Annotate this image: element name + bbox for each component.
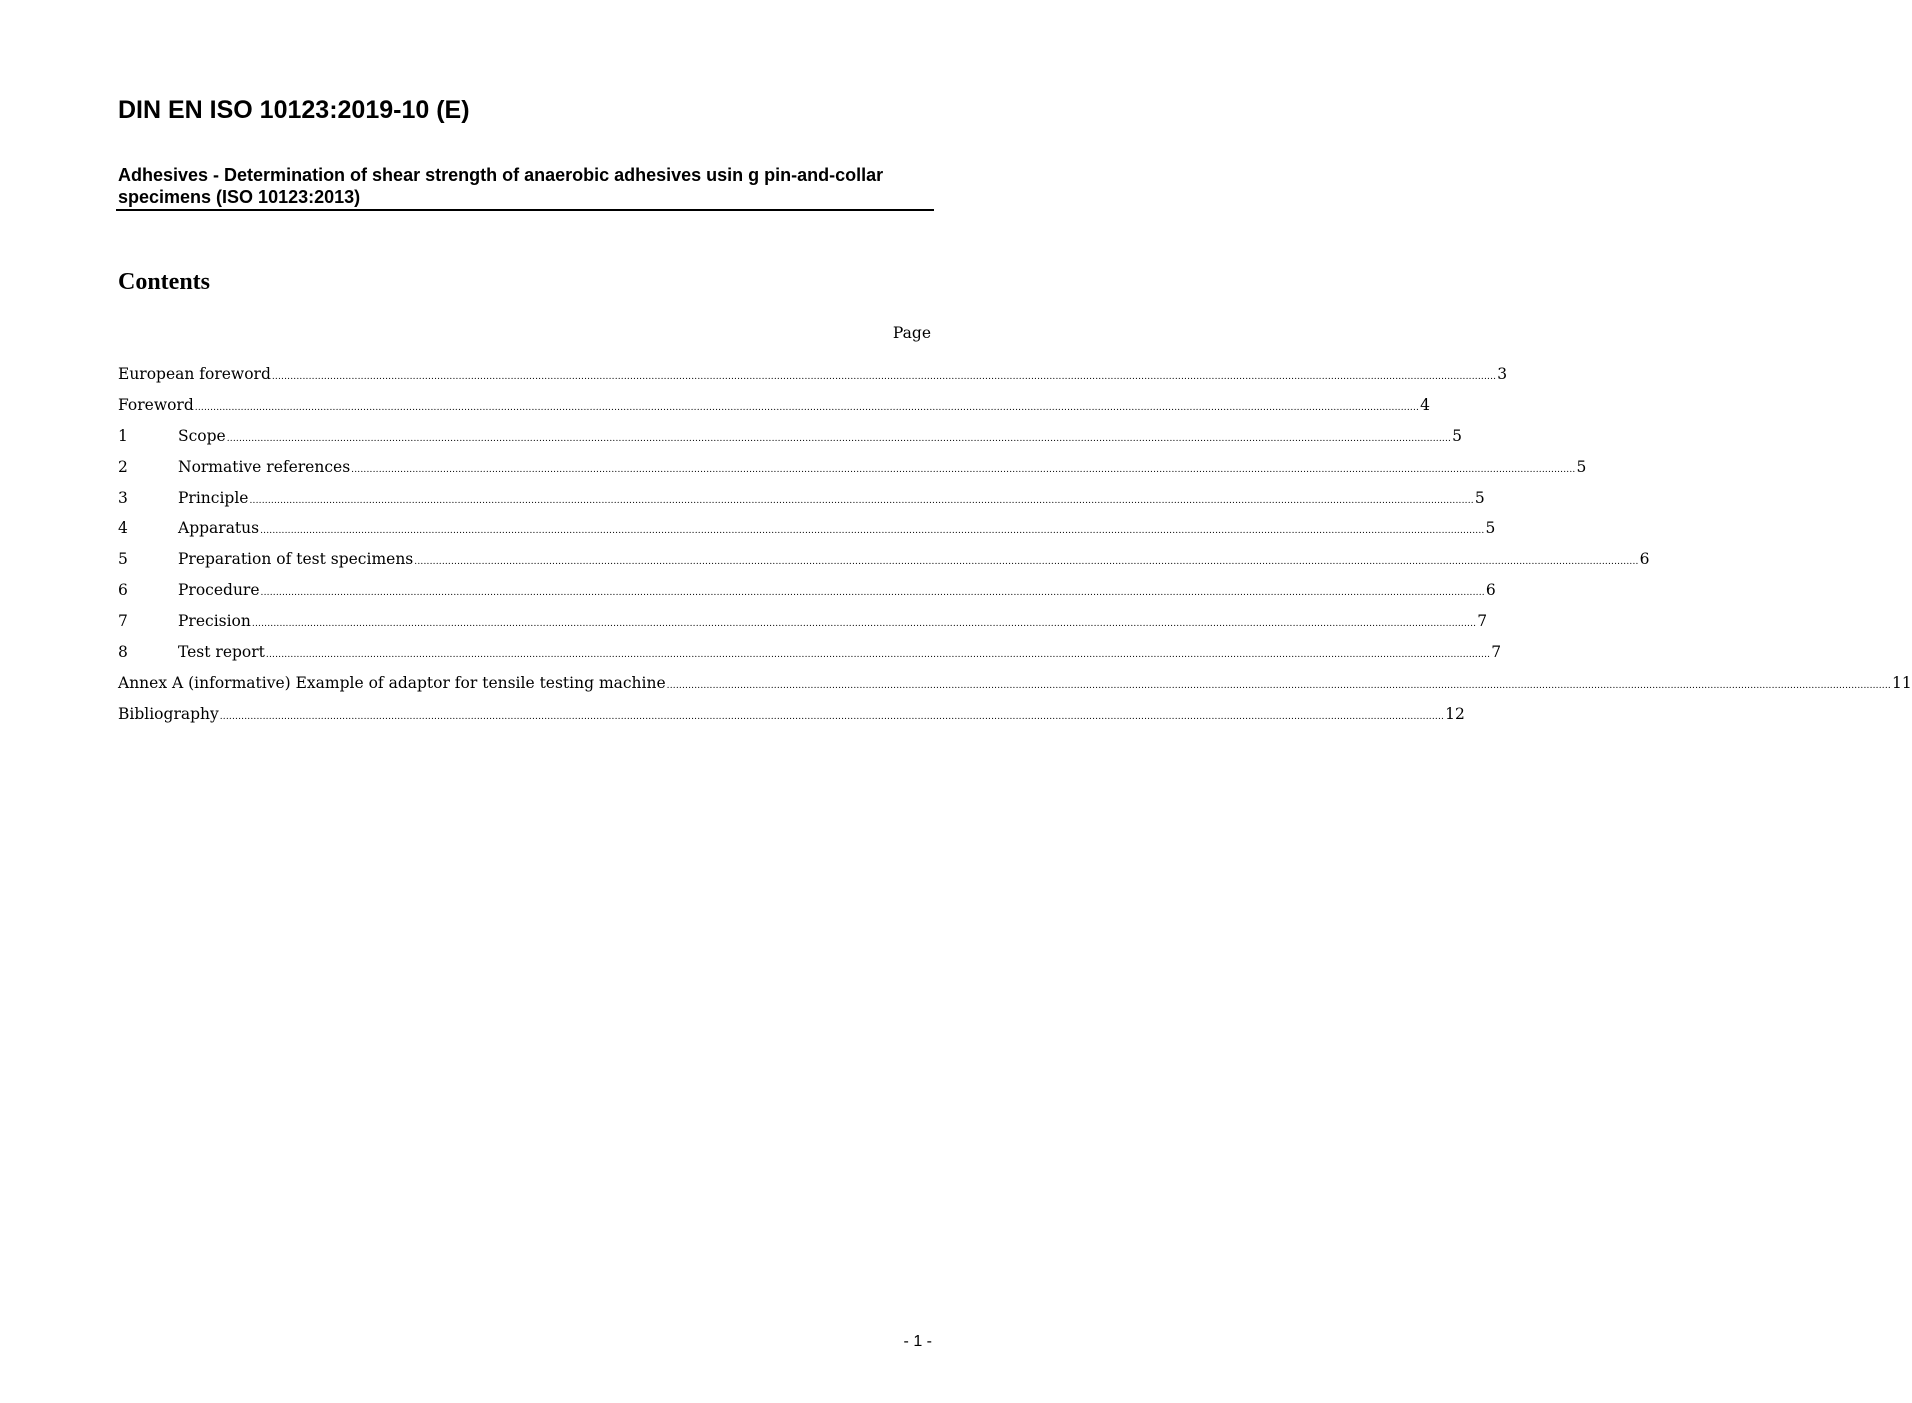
toc-entry-title: European foreword (118, 365, 271, 383)
toc-entry-title: Preparation of test specimens (178, 550, 414, 569)
toc-entry-page: 5 (1485, 519, 1496, 538)
toc-dot-leader: ................................................................................................................................................................................................................................................................................................................................................................................................................ (271, 372, 1497, 382)
toc-entry-number: 5 (118, 550, 128, 569)
toc-entry-page: 4 (1420, 395, 1430, 414)
toc-dot-leader: ................................................................................................................................................................................................................................................................................................................................................................................................................ (249, 495, 1474, 506)
toc-entry-title: Bibliography (118, 704, 219, 723)
toc-entry-page: 6 (1639, 550, 1650, 569)
toc-entry-number: 4 (118, 519, 128, 538)
page-column-label: Page (892, 324, 931, 342)
toc-entry[interactable] (118, 517, 1496, 548)
toc-entry-title: Scope (178, 426, 226, 445)
document-title: DIN EN ISO 10123:2019-10 (E) (118, 96, 470, 124)
toc-dot-leader: ................................................................................................................................................................................................................................................................................................................................................................................................................ (251, 619, 1477, 630)
toc-entry[interactable] (118, 425, 1462, 456)
toc-entry-title: Foreword (118, 395, 194, 414)
toc-entry-title: Annex A (informative) Example of adaptor for tensile testing machine (118, 673, 666, 692)
toc-entry[interactable] (118, 641, 1502, 672)
toc-dot-leader: ................................................................................................................................................................................................................................................................................................................................................................................................................ (260, 526, 1485, 537)
toc-entry-page: 7 (1477, 612, 1488, 631)
toc-entry[interactable] (118, 456, 1587, 487)
toc-entry[interactable] (118, 548, 1650, 579)
toc-entry-title: Test report (178, 643, 265, 662)
toc-entry-page: 7 (1491, 643, 1502, 662)
contents-heading: Contents (118, 269, 211, 295)
table-of-contents (118, 363, 1912, 734)
toc-entry[interactable] (118, 487, 1485, 518)
toc-entry[interactable] (118, 363, 1508, 394)
toc-entry-page: 11 (1892, 673, 1912, 692)
toc-entry-title: Precision (178, 612, 251, 631)
toc-entry[interactable] (118, 672, 1912, 703)
page-number: - 1 - (903, 1333, 932, 1350)
toc-entry-title: Principle (178, 488, 249, 507)
toc-entry[interactable] (118, 610, 1488, 641)
toc-dot-leader: ................................................................................................................................................................................................................................................................................................................................................................................................................ (260, 588, 1485, 599)
toc-dot-leader: ................................................................................................................................................................................................................................................................................................................................................................................................................ (194, 402, 1420, 413)
toc-entry-number: 8 (118, 643, 128, 662)
toc-entry-page: 3 (1497, 365, 1508, 383)
toc-dot-leader: ................................................................................................................................................................................................................................................................................................................................................................................................................ (219, 711, 1445, 722)
toc-entry-number: 3 (118, 488, 128, 507)
toc-entry[interactable] (118, 394, 1430, 425)
toc-dot-leader: ................................................................................................................................................................................................................................................................................................................................................................................................................ (351, 464, 1576, 475)
toc-entry-page: 5 (1576, 457, 1587, 476)
toc-entry[interactable] (118, 579, 1496, 610)
toc-entry-page: 6 (1485, 581, 1496, 600)
toc-entry-title: Procedure (178, 581, 260, 600)
toc-entry-number: 6 (118, 581, 128, 600)
toc-entry-title: Apparatus (178, 519, 260, 538)
toc-entry-title: Normative references (178, 457, 351, 476)
toc-entry-page: 5 (1452, 426, 1462, 445)
document-subtitle: Adhesives - Determination of shear strength of anaerobic adhesives usin g pin-and-collar specimens (ISO 10123:2013) (118, 165, 884, 207)
toc-entry-page: 5 (1474, 488, 1485, 507)
toc-dot-leader: ................................................................................................................................................................................................................................................................................................................................................................................................................ (414, 557, 1639, 568)
toc-dot-leader: ................................................................................................................................................................................................................................................................................................................................................................................................................ (265, 650, 1491, 661)
title-divider (116, 209, 934, 211)
toc-dot-leader: ................................................................................................................................................................................................................................................................................................................................................................................................................ (666, 680, 1891, 691)
toc-entry-number: 7 (118, 612, 128, 631)
toc-entry-page: 12 (1445, 704, 1465, 723)
toc-entry-number: 2 (118, 457, 128, 476)
toc-dot-leader: ................................................................................................................................................................................................................................................................................................................................................................................................................ (226, 433, 1452, 444)
toc-entry[interactable] (118, 703, 1465, 734)
toc-entry-number: 1 (118, 426, 128, 445)
